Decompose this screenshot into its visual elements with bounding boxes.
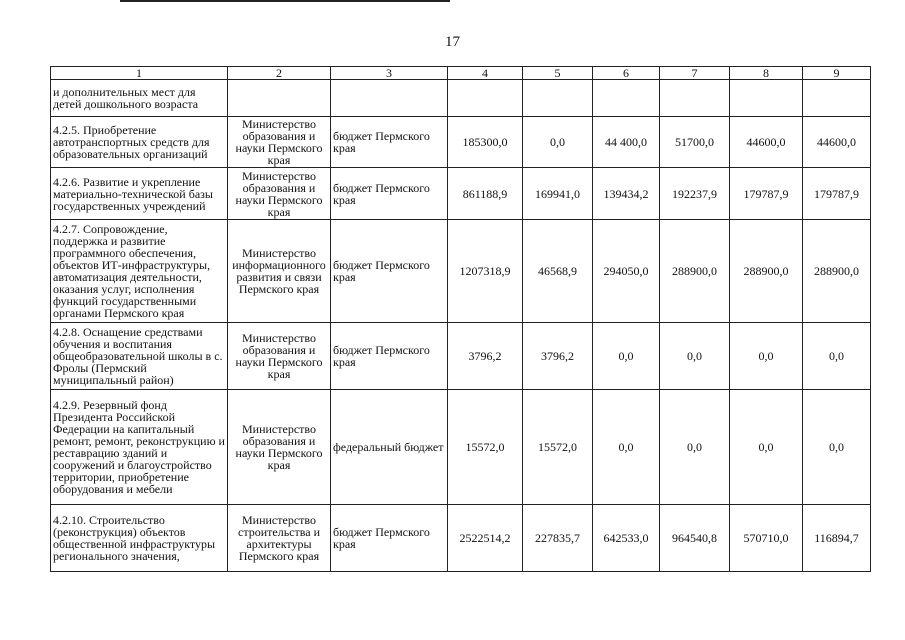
value-cell: 179787,9 [730,168,803,220]
column-header: 5 [523,67,593,80]
value-cell [448,80,523,117]
value-cell: 0,0 [593,390,660,505]
funding-source-cell: бюджет Пермского края [331,168,448,220]
funding-source-cell: бюджет Пермского края [331,505,448,572]
value-cell: 0,0 [803,390,871,505]
value-cell: 44600,0 [730,117,803,168]
column-header: 4 [448,67,523,80]
value-cell: 0,0 [730,390,803,505]
value-cell: 570710,0 [730,505,803,572]
column-header: 1 [51,67,228,80]
table-row [51,80,871,117]
value-cell: 227835,7 [523,505,593,572]
top-edge-line [120,0,450,2]
table-row [51,220,871,323]
column-header: 9 [803,67,871,80]
value-cell: 3796,2 [523,323,593,390]
value-cell: 3796,2 [448,323,523,390]
table-row [51,168,871,220]
funding-source-cell: бюджет Пермского края [331,117,448,168]
column-header: 6 [593,67,660,80]
funding-source-cell [331,80,448,117]
column-header: 8 [730,67,803,80]
value-cell [730,80,803,117]
value-cell: 15572,0 [448,390,523,505]
page-number: 17 [445,34,460,50]
funding-source-cell: бюджет Пермского края [331,323,448,390]
value-cell: 44600,0 [803,117,871,168]
value-cell: 0,0 [523,117,593,168]
measure-cell: и дополнительных мест для детей дошкольного возраста [51,80,228,117]
value-cell [523,80,593,117]
measure-cell: 4.2.7. Сопровождение, поддержка и развитие программного обеспечения, объектов ИТ-инфраструктуры, автоматизация деятельности, оказания услуг, исполнения функций государственными органами Пермского края [51,220,228,323]
value-cell: 139434,2 [593,168,660,220]
budget-table [50,66,871,572]
value-cell: 0,0 [660,390,730,505]
value-cell: 964540,8 [660,505,730,572]
responsible-cell: Министерство образования и науки Пермского края [228,323,331,390]
value-cell: 116894,7 [803,505,871,572]
value-cell: 294050,0 [593,220,660,323]
value-cell: 2522514,2 [448,505,523,572]
responsible-cell: Министерство образования и науки Пермского края [228,390,331,505]
measure-cell: 4.2.9. Резервный фонд Президента Российской Федерации на капитальный ремонт, ремонт, реконструкцию и реставрацию зданий и сооружений и благоустройство территории, приобретение оборудования и мебели [51,390,228,505]
value-cell: 179787,9 [803,168,871,220]
value-cell: 46568,9 [523,220,593,323]
funding-source-cell: бюджет Пермского края [331,220,448,323]
column-header: 3 [331,67,448,80]
table-row [51,390,871,505]
column-header: 7 [660,67,730,80]
value-cell: 0,0 [660,323,730,390]
responsible-cell: Министерство образования и науки Пермского края [228,117,331,168]
header-row [51,67,871,80]
value-cell: 642533,0 [593,505,660,572]
table-row [51,323,871,390]
responsible-cell: Министерство образования и науки Пермского края [228,168,331,220]
table-row [51,505,871,572]
value-cell: 44 400,0 [593,117,660,168]
measure-cell: 4.2.5. Приобретение автотранспортных средств для образовательных организаций [51,117,228,168]
value-cell: 1207318,9 [448,220,523,323]
measure-cell: 4.2.10. Строительство (реконструкция) объектов общественной инфраструктуры регионального значения, [51,505,228,572]
funding-source-cell: федеральный бюджет [331,390,448,505]
value-cell: 0,0 [730,323,803,390]
value-cell: 0,0 [803,323,871,390]
measure-cell: 4.2.8. Оснащение средствами обучения и воспитания общеобразовательной школы в с. Фролы (Пермский муниципальный район) [51,323,228,390]
value-cell: 15572,0 [523,390,593,505]
value-cell: 185300,0 [448,117,523,168]
value-cell: 169941,0 [523,168,593,220]
column-header: 2 [228,67,331,80]
responsible-cell: Министерство строительства и архитектуры Пермского края [228,505,331,572]
value-cell [660,80,730,117]
value-cell: 861188,9 [448,168,523,220]
value-cell: 0,0 [593,323,660,390]
value-cell: 288900,0 [660,220,730,323]
value-cell: 192237,9 [660,168,730,220]
value-cell: 288900,0 [803,220,871,323]
table-row [51,117,871,168]
responsible-cell: Министерство информационного развития и связи Пермского края [228,220,331,323]
value-cell: 51700,0 [660,117,730,168]
value-cell [803,80,871,117]
value-cell [593,80,660,117]
measure-cell: 4.2.6. Развитие и укрепление материально-технической базы государственных учреждений [51,168,228,220]
responsible-cell [228,80,331,117]
value-cell: 288900,0 [730,220,803,323]
